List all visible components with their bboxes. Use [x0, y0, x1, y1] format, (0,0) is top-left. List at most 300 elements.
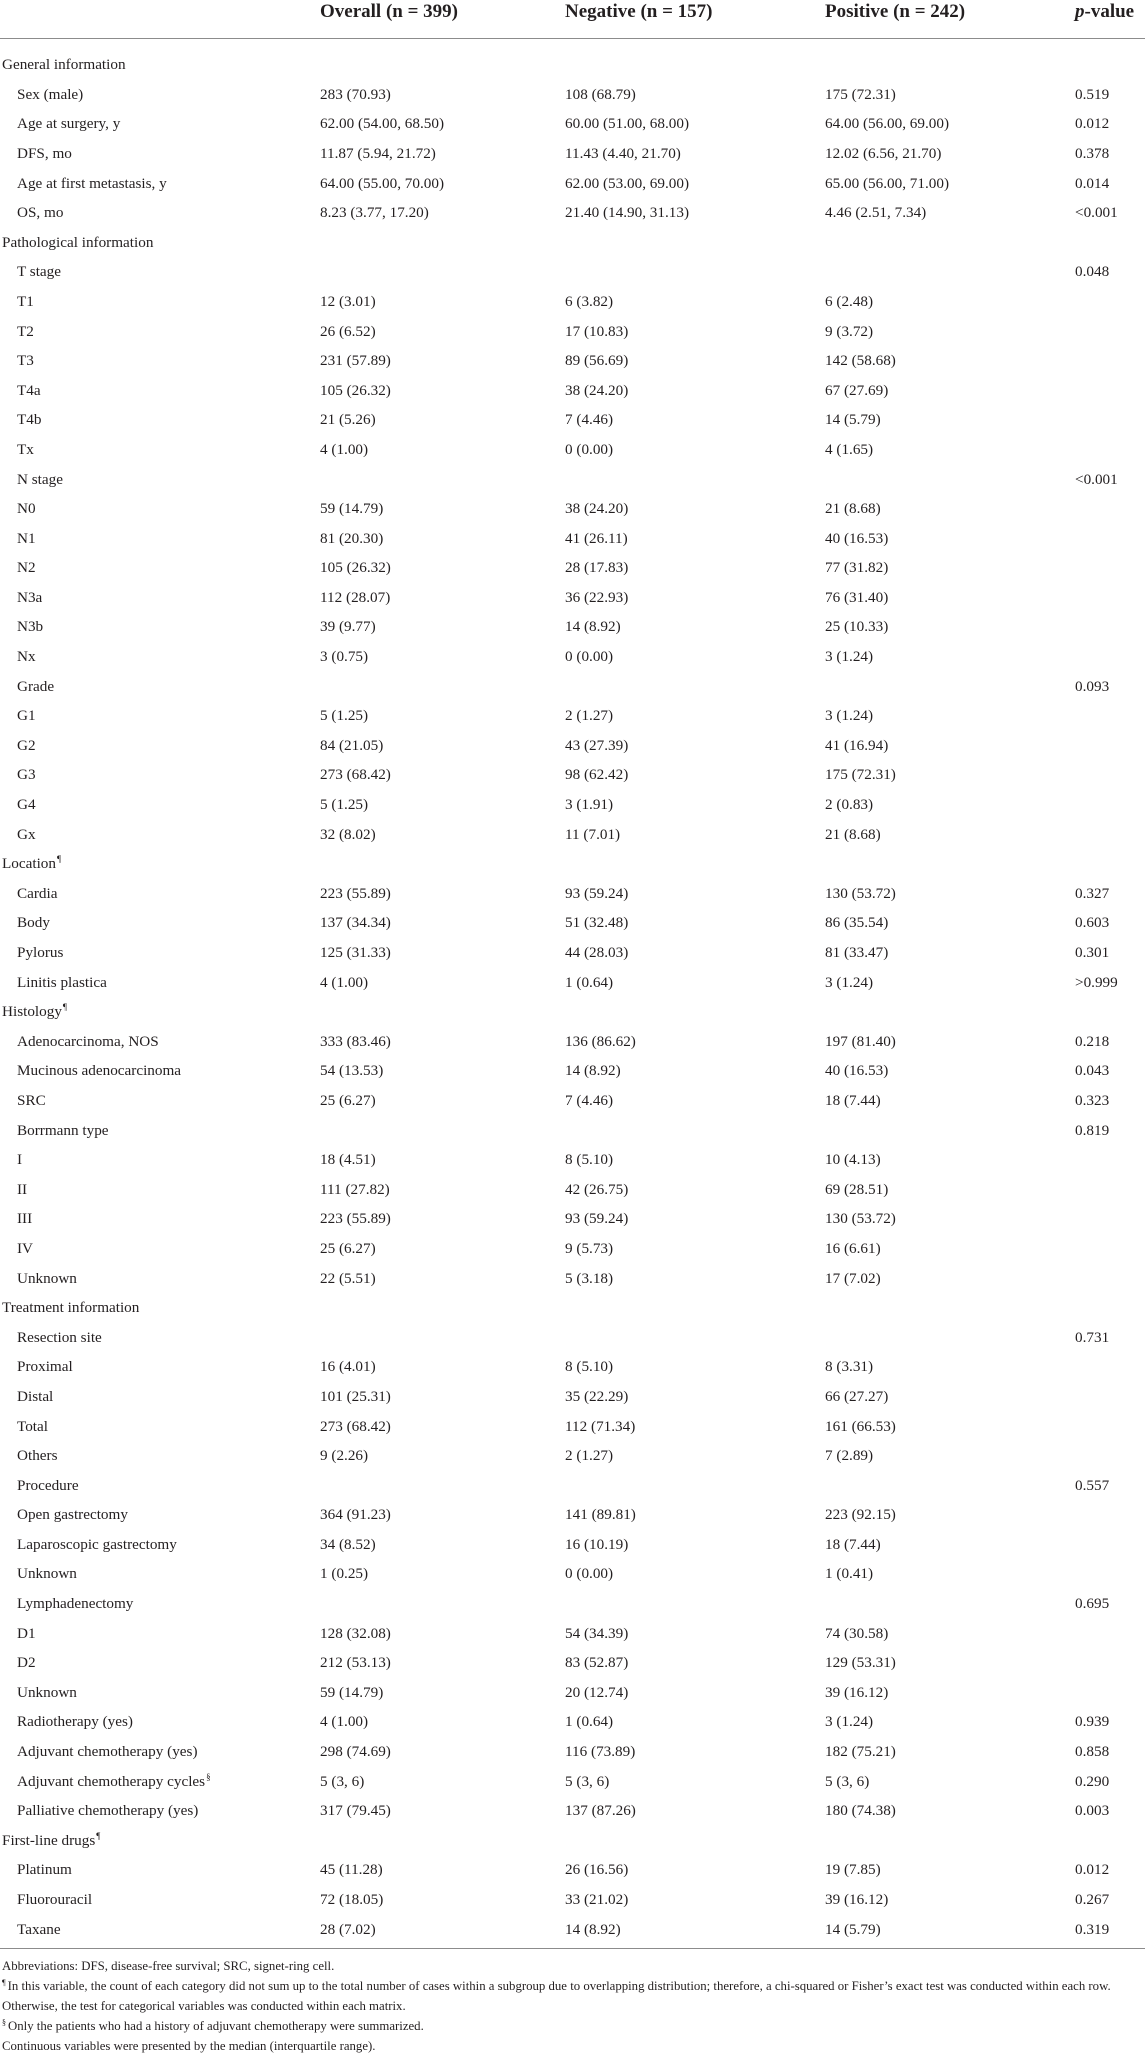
cell-positive	[825, 1116, 1075, 1146]
row-label	[0, 761, 320, 791]
table-row	[0, 198, 1145, 228]
row-label	[0, 287, 320, 317]
cell-positive: 8 (3.31)	[825, 1358, 874, 1376]
row-label-text: D2	[17, 1654, 36, 1672]
row-label	[0, 583, 320, 613]
table-row	[0, 761, 1145, 791]
cell-overall: 231 (57.89)	[320, 352, 391, 370]
cell-negative	[565, 1323, 825, 1353]
cell-negative: 141 (89.81)	[565, 1506, 636, 1524]
cell-positive: 5 (3, 6)	[825, 1772, 870, 1790]
cell-negative: 11 (7.01)	[565, 825, 621, 843]
cell-negative: 6 (3.82)	[565, 292, 614, 310]
table-row	[0, 1264, 1145, 1294]
cell-overall	[320, 465, 565, 495]
cell-positive: 39 (16.12)	[825, 1891, 889, 1909]
table-row	[0, 1648, 1145, 1678]
table-row	[0, 1501, 1145, 1531]
table-row	[0, 376, 1145, 406]
row-label-text: Location	[2, 855, 56, 873]
table-row	[0, 1382, 1145, 1412]
cell-negative: 89 (56.69)	[565, 352, 629, 370]
row-label-text: Lymphadenectomy	[17, 1595, 134, 1613]
cell-p-value	[1075, 1175, 1145, 1205]
cell-overall	[320, 1589, 565, 1619]
cell-negative: 51 (32.48)	[565, 914, 629, 932]
cell-negative: 20 (12.74)	[565, 1683, 629, 1701]
cell-p-value: 0.819	[1075, 1121, 1110, 1139]
cell-p-value	[1075, 376, 1145, 406]
cell-p-value	[1075, 1382, 1145, 1412]
cell-p-value	[1075, 701, 1145, 731]
cell-negative: 0 (0.00)	[565, 440, 614, 458]
cell-overall: 72 (18.05)	[320, 1891, 384, 1909]
table-body	[0, 38, 1145, 1944]
row-label	[0, 1856, 320, 1886]
cell-p-value: 0.012	[1075, 1861, 1110, 1879]
table-row	[0, 909, 1145, 939]
table-row	[0, 583, 1145, 613]
row-label-text: T3	[17, 352, 34, 370]
row-label-text: IV	[17, 1239, 34, 1257]
row-label-text: Tx	[17, 440, 34, 458]
cell-negative: 2 (1.27)	[565, 1447, 614, 1465]
header-variable	[0, 0, 320, 38]
table-row	[0, 317, 1145, 347]
cell-negative: 108 (68.79)	[565, 85, 636, 103]
cell-p-value	[1075, 1501, 1145, 1531]
row-label	[0, 1678, 320, 1708]
footnote-pilcrow-text: In this variable, the count of each category did not sum up to the total number of cases within a subgroup due to overlapping distribution; therefore, a chi-squared or Fisher’s exact test was conducted within each row. Otherwise, the test for categorical variables was conducted within each matrix.	[2, 1979, 1111, 2013]
row-label	[0, 1530, 320, 1560]
cell-positive: 14 (5.79)	[825, 411, 881, 429]
row-label	[0, 110, 320, 140]
row-label	[0, 317, 320, 347]
cell-overall: 18 (4.51)	[320, 1151, 376, 1169]
row-label	[0, 1767, 320, 1797]
table-row	[0, 701, 1145, 731]
cell-negative: 17 (10.83)	[565, 322, 629, 340]
section-row	[0, 38, 1145, 80]
cell-negative: 7 (4.46)	[565, 411, 614, 429]
table-row	[0, 790, 1145, 820]
row-label	[0, 909, 320, 939]
footnote-continuous: Continuous variables were presented by the median (interquartile range).	[2, 2039, 376, 2053]
table-row	[0, 1116, 1145, 1146]
cell-overall: 298 (74.69)	[320, 1743, 391, 1761]
cell-overall: 111 (27.82)	[320, 1180, 390, 1198]
cell-negative: 36 (22.93)	[565, 588, 629, 606]
cell-overall: 112 (28.07)	[320, 588, 391, 606]
cell-p-value: <0.001	[1075, 204, 1118, 222]
cell-negative	[565, 258, 825, 288]
footnote-marker: §	[206, 1771, 211, 1782]
footnote-section-mark: §	[2, 2017, 6, 2027]
cell-positive: 67 (27.69)	[825, 381, 889, 399]
cell-positive	[825, 1293, 1075, 1323]
table-row	[0, 1234, 1145, 1264]
row-label	[0, 1234, 320, 1264]
cell-p-value	[1075, 1234, 1145, 1264]
cell-overall: 4 (1.00)	[320, 1713, 369, 1731]
cell-overall: 59 (14.79)	[320, 1683, 384, 1701]
cell-overall: 34 (8.52)	[320, 1535, 376, 1553]
section-row	[0, 1826, 1145, 1856]
row-label	[0, 435, 320, 465]
cell-negative	[565, 1116, 825, 1146]
cell-negative: 3 (1.91)	[565, 796, 614, 814]
cell-negative: 98 (62.42)	[565, 766, 629, 784]
cell-positive: 142 (58.68)	[825, 352, 896, 370]
row-label-text: Laparoscopic gastrectomy	[17, 1535, 177, 1553]
row-label-text: Grade	[17, 677, 55, 695]
row-label-text: Adjuvant chemotherapy cycles	[17, 1772, 206, 1790]
row-label-text: Unknown	[17, 1269, 77, 1287]
cell-positive: 3 (1.24)	[825, 1713, 874, 1731]
row-label-text: G1	[17, 707, 36, 725]
row-label-text: Resection site	[17, 1328, 102, 1346]
cell-p-value	[1075, 849, 1145, 879]
cell-p-value	[1075, 554, 1145, 584]
cell-p-value	[1075, 435, 1145, 465]
cell-p-value: 0.378	[1075, 144, 1110, 162]
cell-negative: 0 (0.00)	[565, 1565, 614, 1583]
cell-negative: 116 (73.89)	[565, 1743, 636, 1761]
row-label-text: Age at surgery, y	[17, 115, 121, 133]
table-row	[0, 1856, 1145, 1886]
table-row	[0, 1412, 1145, 1442]
row-label	[0, 1264, 320, 1294]
cell-overall	[320, 258, 565, 288]
row-label-text: T4a	[17, 381, 41, 399]
row-label-text: Distal	[17, 1387, 54, 1405]
cell-overall: 25 (6.27)	[320, 1091, 376, 1109]
cell-negative	[565, 38, 825, 80]
row-label	[0, 1412, 320, 1442]
table-row	[0, 1589, 1145, 1619]
row-label-text: General information	[2, 56, 126, 74]
row-label-text: Palliative chemotherapy (yes)	[17, 1802, 199, 1820]
row-label	[0, 524, 320, 554]
cell-negative: 112 (71.34)	[565, 1417, 636, 1435]
row-label-text: First-line drugs	[2, 1831, 96, 1849]
row-label	[0, 1116, 320, 1146]
cell-overall	[320, 38, 565, 80]
row-label	[0, 494, 320, 524]
table-row	[0, 1767, 1145, 1797]
footnote-pilcrow	[2, 1976, 1142, 2016]
table-row	[0, 1441, 1145, 1471]
row-label-text: Radiotherapy (yes)	[17, 1713, 133, 1731]
cell-positive: 69 (28.51)	[825, 1180, 889, 1198]
cell-negative: 7 (4.46)	[565, 1091, 614, 1109]
section-row	[0, 228, 1145, 258]
cell-p-value	[1075, 1826, 1145, 1856]
cell-p-value	[1075, 761, 1145, 791]
cell-positive: 16 (6.61)	[825, 1239, 881, 1257]
table-row	[0, 1737, 1145, 1767]
section-label	[0, 1826, 320, 1856]
footnote-marker: ¶	[62, 1002, 67, 1013]
cell-overall	[320, 997, 565, 1027]
cell-positive	[825, 228, 1075, 258]
cell-positive: 65.00 (56.00, 71.00)	[825, 174, 950, 192]
cell-negative: 0 (0.00)	[565, 648, 614, 666]
row-label	[0, 938, 320, 968]
row-label-text: Open gastrectomy	[17, 1506, 128, 1524]
table-row	[0, 80, 1145, 110]
cell-negative: 9 (5.73)	[565, 1239, 614, 1257]
section-row	[0, 1293, 1145, 1323]
cell-overall: 84 (21.05)	[320, 736, 384, 754]
row-label	[0, 731, 320, 761]
row-label-text: Total	[17, 1417, 48, 1435]
row-label-text: Borrmann type	[17, 1121, 109, 1139]
cell-positive: 175 (72.31)	[825, 85, 896, 103]
cell-p-value	[1075, 820, 1145, 850]
cell-positive	[825, 849, 1075, 879]
cell-negative: 5 (3, 6)	[565, 1772, 610, 1790]
cell-p-value	[1075, 1264, 1145, 1294]
section-label	[0, 38, 320, 80]
cell-positive: 2 (0.83)	[825, 796, 874, 814]
cell-p-value	[1075, 1205, 1145, 1235]
cell-p-value: 0.731	[1075, 1328, 1110, 1346]
cell-positive: 18 (7.44)	[825, 1535, 881, 1553]
cell-positive: 41 (16.94)	[825, 736, 889, 754]
table-row	[0, 1175, 1145, 1205]
cell-positive: 161 (66.53)	[825, 1417, 896, 1435]
cell-overall: 26 (6.52)	[320, 322, 376, 340]
row-label	[0, 1441, 320, 1471]
cell-positive: 175 (72.31)	[825, 766, 896, 784]
cell-negative: 21.40 (14.90, 31.13)	[565, 204, 690, 222]
cell-p-value: 0.012	[1075, 115, 1110, 133]
row-label	[0, 139, 320, 169]
cell-p-value: 0.014	[1075, 174, 1110, 192]
table-row	[0, 494, 1145, 524]
cell-overall: 333 (83.46)	[320, 1032, 391, 1050]
row-label	[0, 672, 320, 702]
cell-positive: 74 (30.58)	[825, 1624, 889, 1642]
cell-overall: 364 (91.23)	[320, 1506, 391, 1524]
table-row	[0, 820, 1145, 850]
cell-p-value: 0.301	[1075, 944, 1110, 962]
row-label	[0, 406, 320, 436]
table-row	[0, 258, 1145, 288]
cell-overall	[320, 849, 565, 879]
cell-negative	[565, 1826, 825, 1856]
section-row	[0, 849, 1145, 879]
cell-negative: 11.43 (4.40, 21.70)	[565, 144, 681, 162]
row-label-text: Pylorus	[17, 944, 64, 962]
row-label-text: N3a	[17, 588, 43, 606]
table-row	[0, 1708, 1145, 1738]
table-row	[0, 1471, 1145, 1501]
cell-positive: 7 (2.89)	[825, 1447, 874, 1465]
cell-positive: 25 (10.33)	[825, 618, 889, 636]
cell-p-value	[1075, 524, 1145, 554]
header-p-italic: p	[1075, 1, 1085, 22]
cell-negative: 42 (26.75)	[565, 1180, 629, 1198]
table-row	[0, 1027, 1145, 1057]
row-label-text: Mucinous adenocarcinoma	[17, 1062, 182, 1080]
cell-p-value: >0.999	[1075, 973, 1118, 991]
cell-p-value: 0.323	[1075, 1091, 1110, 1109]
cell-negative: 8 (5.10)	[565, 1151, 614, 1169]
cell-negative: 83 (52.87)	[565, 1654, 629, 1672]
cell-negative: 137 (87.26)	[565, 1802, 636, 1820]
cell-positive: 10 (4.13)	[825, 1151, 881, 1169]
cell-p-value: 0.327	[1075, 884, 1110, 902]
cell-overall: 45 (11.28)	[320, 1861, 383, 1879]
cell-overall	[320, 1471, 565, 1501]
cell-overall: 223 (55.89)	[320, 1210, 391, 1228]
table-row	[0, 1796, 1145, 1826]
table-row	[0, 1353, 1145, 1383]
cell-negative	[565, 228, 825, 258]
cell-overall: 273 (68.42)	[320, 766, 391, 784]
table-row	[0, 879, 1145, 909]
footnote-section-text: Only the patients who had a history of adjuvant chemotherapy were summarized.	[8, 2019, 424, 2033]
cell-p-value	[1075, 406, 1145, 436]
row-label-text: Proximal	[17, 1358, 73, 1376]
cell-p-value	[1075, 1441, 1145, 1471]
row-label-text: T4b	[17, 411, 42, 429]
cell-overall: 317 (79.45)	[320, 1802, 391, 1820]
cell-p-value: 0.003	[1075, 1802, 1110, 1820]
table-row	[0, 1057, 1145, 1087]
cell-positive: 64.00 (56.00, 69.00)	[825, 115, 950, 133]
cell-overall: 5 (1.25)	[320, 707, 369, 725]
cell-positive: 40 (16.53)	[825, 529, 889, 547]
row-label-text: G4	[17, 796, 36, 814]
row-label	[0, 968, 320, 998]
table-row	[0, 1560, 1145, 1590]
cell-p-value: 0.939	[1075, 1713, 1110, 1731]
cell-positive: 12.02 (6.56, 21.70)	[825, 144, 942, 162]
table-row	[0, 524, 1145, 554]
table-row	[0, 731, 1145, 761]
row-label	[0, 820, 320, 850]
cell-positive	[825, 672, 1075, 702]
row-label	[0, 346, 320, 376]
row-label-text: N1	[17, 529, 36, 547]
cell-negative: 44 (28.03)	[565, 944, 629, 962]
cell-negative: 14 (8.92)	[565, 1920, 621, 1938]
row-label-text: T stage	[17, 263, 62, 281]
cell-positive: 180 (74.38)	[825, 1802, 896, 1820]
cell-negative	[565, 465, 825, 495]
cell-overall: 59 (14.79)	[320, 500, 384, 518]
cell-p-value: 0.093	[1075, 677, 1110, 695]
cell-positive	[825, 1826, 1075, 1856]
cell-overall	[320, 672, 565, 702]
cell-overall: 81 (20.30)	[320, 529, 384, 547]
cell-p-value	[1075, 494, 1145, 524]
table-row	[0, 1205, 1145, 1235]
row-label	[0, 258, 320, 288]
cell-negative: 60.00 (51.00, 68.00)	[565, 115, 690, 133]
cell-overall: 5 (1.25)	[320, 796, 369, 814]
row-label-text: SRC	[17, 1091, 46, 1109]
cell-negative: 54 (34.39)	[565, 1624, 629, 1642]
cell-negative	[565, 672, 825, 702]
row-label-text: Linitis plastica	[17, 973, 107, 991]
cell-positive	[825, 1471, 1075, 1501]
cell-p-value: 0.290	[1075, 1772, 1110, 1790]
table-row	[0, 346, 1145, 376]
row-label	[0, 642, 320, 672]
cell-overall: 5 (3, 6)	[320, 1772, 365, 1790]
cell-positive: 21 (8.68)	[825, 825, 881, 843]
cell-positive	[825, 38, 1075, 80]
cell-p-value	[1075, 790, 1145, 820]
cell-overall: 128 (32.08)	[320, 1624, 391, 1642]
cell-overall	[320, 1293, 565, 1323]
cell-negative: 1 (0.64)	[565, 1713, 614, 1731]
table-row	[0, 139, 1145, 169]
row-label	[0, 1737, 320, 1767]
cell-positive: 17 (7.02)	[825, 1269, 881, 1287]
cell-p-value	[1075, 731, 1145, 761]
cell-negative: 43 (27.39)	[565, 736, 629, 754]
cell-negative: 26 (16.56)	[565, 1861, 629, 1879]
cell-overall	[320, 1323, 565, 1353]
cell-p-value	[1075, 1619, 1145, 1649]
cell-p-value	[1075, 1648, 1145, 1678]
cell-negative: 14 (8.92)	[565, 618, 621, 636]
row-label	[0, 198, 320, 228]
cell-overall: 28 (7.02)	[320, 1920, 376, 1938]
row-label	[0, 1382, 320, 1412]
cell-positive: 21 (8.68)	[825, 500, 881, 518]
cell-overall: 39 (9.77)	[320, 618, 376, 636]
section-label	[0, 1293, 320, 1323]
row-label-text: II	[17, 1180, 28, 1198]
cell-positive	[825, 1589, 1075, 1619]
row-label-text: Sex (male)	[17, 85, 84, 103]
row-label	[0, 1175, 320, 1205]
cell-positive: 4 (1.65)	[825, 440, 874, 458]
row-label	[0, 1353, 320, 1383]
row-label-text: Procedure	[17, 1476, 79, 1494]
table-row	[0, 169, 1145, 199]
table-row	[0, 287, 1145, 317]
cell-negative: 62.00 (53.00, 69.00)	[565, 174, 690, 192]
cell-overall: 4 (1.00)	[320, 973, 369, 991]
cell-positive: 39 (16.12)	[825, 1683, 889, 1701]
row-label-text: Platinum	[17, 1861, 72, 1879]
cell-p-value	[1075, 1353, 1145, 1383]
row-label	[0, 1057, 320, 1087]
cell-p-value	[1075, 1530, 1145, 1560]
cell-positive: 77 (31.82)	[825, 559, 889, 577]
row-label	[0, 554, 320, 584]
table-row	[0, 465, 1145, 495]
cell-overall: 64.00 (55.00, 70.00)	[320, 174, 445, 192]
cell-positive: 40 (16.53)	[825, 1062, 889, 1080]
cell-overall: 54 (13.53)	[320, 1062, 384, 1080]
table-footnotes	[2, 1956, 1142, 2056]
cell-positive: 86 (35.54)	[825, 914, 889, 932]
table-row	[0, 1619, 1145, 1649]
row-label-text: N stage	[17, 470, 63, 488]
row-label-text: DFS, mo	[17, 144, 72, 162]
section-label	[0, 849, 320, 879]
cell-negative: 2 (1.27)	[565, 707, 614, 725]
row-label-text: I	[17, 1151, 23, 1169]
